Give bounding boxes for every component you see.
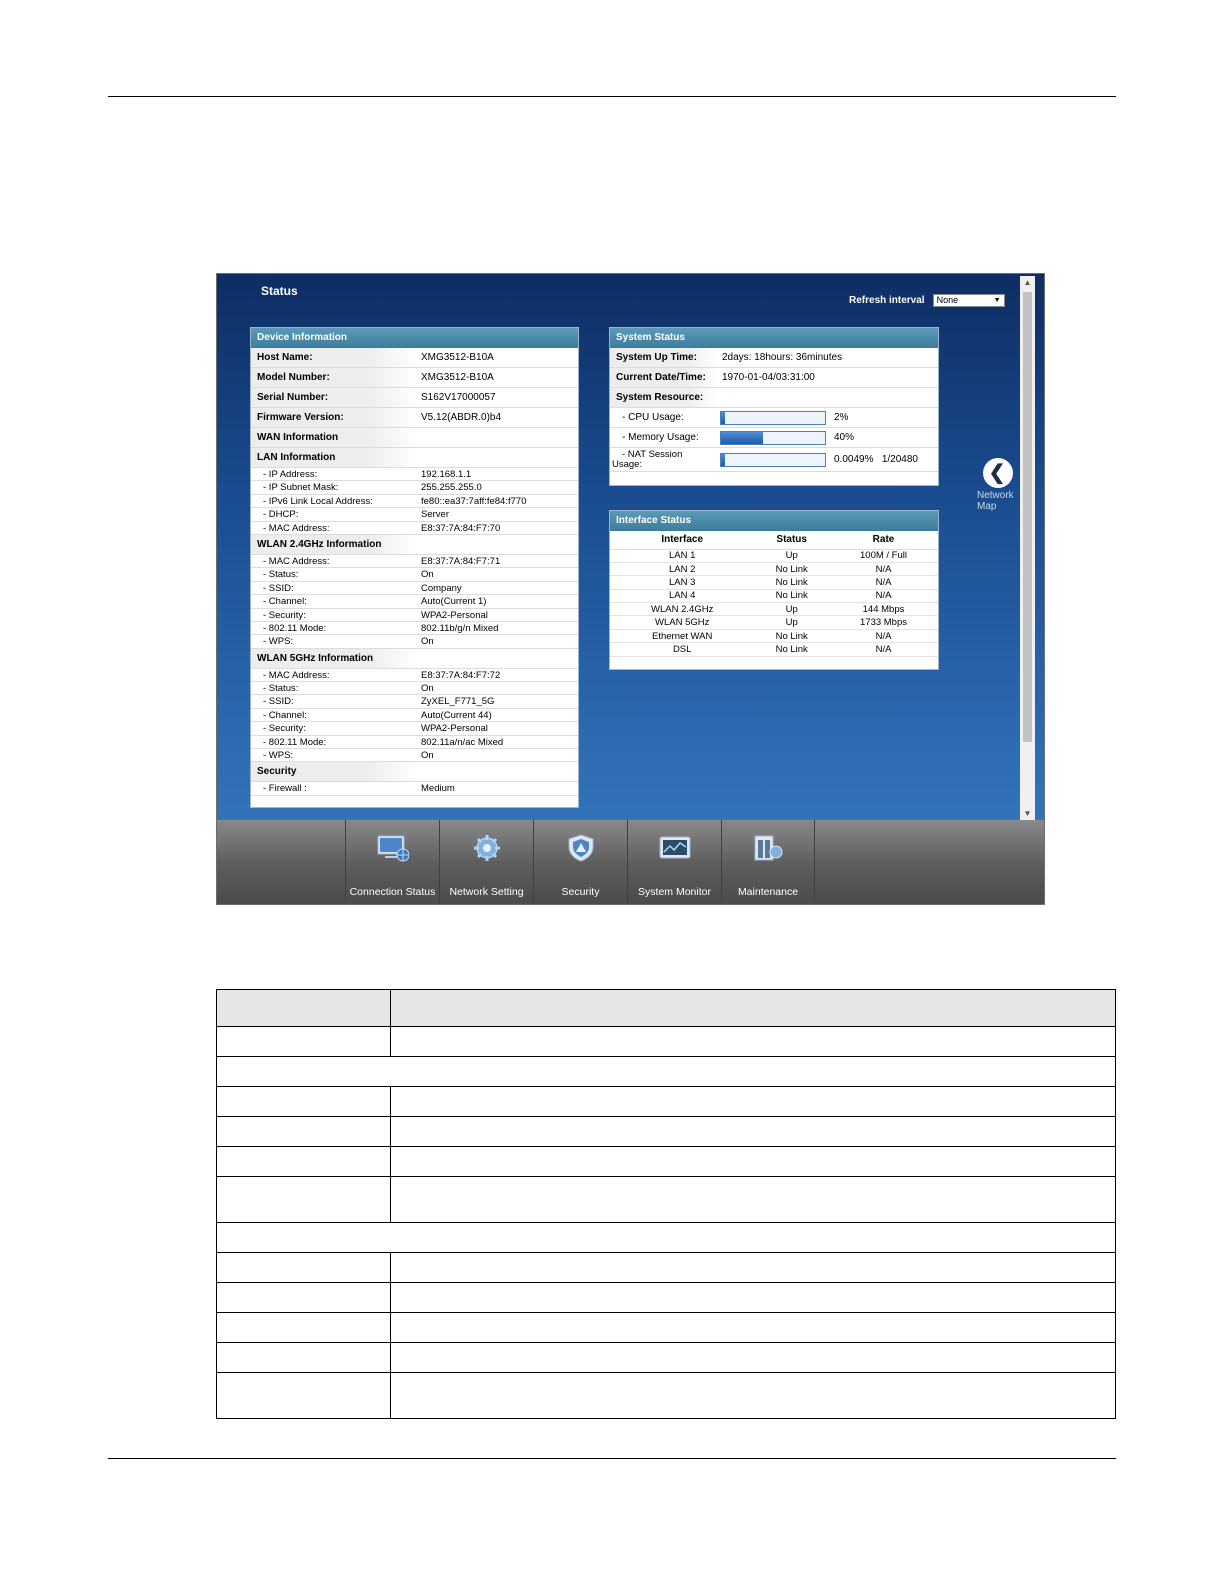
cpu-usage-label: - CPU Usage: — [622, 411, 684, 423]
interface-table — [610, 531, 938, 657]
table-row — [217, 1283, 1116, 1313]
info-label: - MAC Address: — [263, 555, 330, 567]
info-value: E8:37:7A:84:F7:71 — [421, 555, 501, 567]
uptime-value: 2days: 18hours: 36minutes — [722, 352, 843, 363]
interface-cell: DSL — [610, 643, 754, 656]
info-value: 802.11a/n/ac Mixed — [421, 736, 504, 748]
info-row — [251, 695, 578, 708]
info-label: - Channel: — [263, 709, 307, 721]
interface-cell: 1733 Mbps — [829, 616, 938, 629]
screenshot-frame — [216, 273, 1045, 905]
nav-label: Security — [561, 886, 600, 898]
info-value: On — [421, 750, 434, 762]
nav-maintenance[interactable] — [721, 820, 815, 905]
interface-cell: Up — [754, 549, 829, 562]
table-row — [217, 1117, 1116, 1147]
info-value: 192.168.1.1 — [421, 469, 472, 480]
info-label: - Firewall : — [263, 783, 307, 795]
info-row — [251, 555, 578, 568]
interface-cell: WLAN 2.4GHz — [610, 603, 754, 616]
table-header-row — [217, 990, 1116, 1027]
info-label: - SSID: — [263, 696, 294, 708]
tools-icon — [752, 834, 784, 862]
section-label: WAN Information — [251, 428, 417, 447]
interface-cell: Ethernet WAN — [610, 629, 754, 642]
refresh-interval-value: None — [936, 295, 959, 305]
interface-cell: N/A — [829, 576, 938, 589]
interface-status-panel — [609, 510, 939, 670]
interface-cell: WLAN 5GHz — [610, 616, 754, 629]
section-label: WLAN 2.4GHz Information — [251, 535, 417, 554]
interface-row — [610, 616, 938, 629]
interface-row — [610, 549, 938, 562]
info-row — [251, 582, 578, 595]
table-row — [217, 1313, 1116, 1343]
page-top-rule — [108, 96, 1116, 97]
table-row — [217, 1027, 1116, 1057]
interface-cell: No Link — [754, 629, 829, 642]
gear-icon — [471, 834, 503, 862]
info-row — [251, 749, 578, 762]
info-row — [251, 522, 578, 535]
nat-usage-fill — [721, 454, 725, 466]
interface-cell: LAN 2 — [610, 562, 754, 575]
info-label: - WPS: — [263, 750, 294, 762]
interface-cell: No Link — [754, 576, 829, 589]
table-section-row — [217, 1057, 1116, 1087]
info-label: Model Number: — [251, 368, 417, 387]
section-label: WLAN 5GHz Information — [251, 649, 417, 668]
interface-row — [610, 643, 938, 656]
info-row — [251, 736, 578, 749]
scrollbar-thumb[interactable] — [1023, 292, 1032, 742]
graph-monitor-icon — [659, 834, 691, 862]
interface-row — [610, 589, 938, 602]
device-information-panel — [250, 327, 579, 808]
memory-usage-row — [610, 428, 938, 448]
interface-cell: No Link — [754, 562, 829, 575]
info-row — [251, 481, 578, 494]
info-value: V5.12(ABDR.0)b4 — [421, 412, 502, 423]
section-row — [251, 762, 578, 782]
info-row — [251, 709, 578, 722]
info-row — [251, 635, 578, 648]
nav-label: Maintenance — [737, 886, 799, 898]
column-header: Status — [754, 531, 829, 549]
info-label: - SSID: — [263, 582, 294, 594]
refresh-interval-select[interactable] — [933, 294, 1005, 307]
info-value: Server — [421, 509, 449, 521]
interface-cell: LAN 3 — [610, 576, 754, 589]
info-value: XMG3512-B10A — [421, 372, 494, 383]
info-label: - Security: — [263, 609, 306, 621]
info-value: E8:37:7A:84:F7:72 — [421, 669, 501, 681]
section-label: Security — [251, 762, 417, 781]
interface-cell: 100M / Full — [829, 549, 938, 562]
monitor-globe-icon — [377, 834, 409, 862]
scroll-down-icon[interactable]: ▼ — [1023, 809, 1032, 818]
info-label: - Status: — [263, 683, 299, 695]
nat-usage-value: 0.0049% 1/20480 — [834, 454, 918, 465]
info-row — [251, 408, 578, 428]
section-label: LAN Information — [251, 448, 417, 467]
interface-cell: N/A — [829, 629, 938, 642]
info-row — [251, 722, 578, 735]
info-row — [251, 609, 578, 622]
refresh-interval-label: Refresh interval — [849, 295, 925, 306]
uptime-label: System Up Time: — [610, 348, 718, 367]
datetime-row — [610, 368, 938, 388]
info-value: On — [421, 683, 434, 695]
info-value: On — [421, 569, 434, 581]
cpu-usage-bar — [720, 411, 826, 425]
refresh-interval — [849, 294, 1005, 307]
interface-cell: Up — [754, 603, 829, 616]
chevron-left-icon: ❮ — [983, 458, 1013, 488]
info-row — [251, 782, 578, 795]
info-row — [251, 508, 578, 521]
section-row — [251, 448, 578, 468]
column-header: Interface — [610, 531, 754, 549]
memory-usage-bar — [720, 431, 826, 445]
info-row — [251, 348, 578, 368]
network-map-label-line: Map — [977, 501, 997, 512]
nat-usage-row — [610, 448, 938, 472]
section-row — [251, 535, 578, 555]
uptime-row — [610, 348, 938, 368]
shield-icon — [565, 834, 597, 862]
table-row — [217, 1147, 1116, 1177]
section-row — [251, 649, 578, 669]
interface-cell: No Link — [754, 643, 829, 656]
network-map-label-line: Network — [977, 490, 1014, 501]
info-label: Host Name: — [251, 348, 417, 367]
info-label: - Security: — [263, 723, 306, 735]
cpu-usage-row — [610, 408, 938, 428]
memory-usage-fill — [721, 432, 763, 444]
info-label: - DHCP: — [263, 509, 299, 521]
info-row — [251, 388, 578, 408]
info-value: ZyXEL_F771_5G — [421, 696, 495, 708]
table-section-row — [217, 1223, 1116, 1253]
table-header-cell — [391, 990, 1116, 1027]
nat-usage-bar — [720, 453, 826, 467]
info-value: Company — [421, 582, 462, 594]
info-value: Medium — [421, 783, 455, 795]
chevron-down-icon: ▼ — [993, 297, 1001, 304]
memory-usage-label: - Memory Usage: — [622, 431, 699, 443]
table-row — [217, 1373, 1116, 1419]
nat-usage-label-1: - NAT Session — [622, 448, 683, 460]
interface-cell: No Link — [754, 589, 829, 602]
interface-cell: LAN 1 — [610, 549, 754, 562]
datetime-value: 1970-01-04/03:31:00 — [722, 372, 815, 383]
page-title: Status — [261, 284, 298, 298]
interface-row — [610, 629, 938, 642]
nav-connection-status[interactable] — [345, 820, 439, 905]
network-map-button[interactable] — [973, 458, 1023, 512]
vertical-scrollbar[interactable] — [1020, 276, 1035, 820]
info-label: - IP Address: — [263, 469, 318, 480]
resource-label: System Resource: — [610, 388, 718, 407]
table-row — [217, 1087, 1116, 1117]
network-map-label — [973, 490, 1023, 512]
interface-row — [610, 576, 938, 589]
table-header-cell — [217, 990, 391, 1027]
info-value: Auto(Current 44) — [421, 709, 492, 721]
cpu-usage-fill — [721, 412, 725, 424]
info-label: - Channel: — [263, 596, 307, 608]
nav-label: Network Setting — [449, 886, 524, 898]
interface-row — [610, 603, 938, 616]
table-row — [217, 1177, 1116, 1223]
info-value: 802.11b/g/n Mixed — [421, 622, 499, 634]
interface-cell: Up — [754, 616, 829, 629]
info-value: On — [421, 636, 434, 648]
interface-cell: N/A — [829, 643, 938, 656]
section-row — [251, 428, 578, 448]
info-value: WPA2-Personal — [421, 723, 488, 735]
info-value: XMG3512-B10A — [421, 352, 494, 363]
datetime-label: Current Date/Time: — [610, 368, 718, 387]
info-label: - IP Subnet Mask: — [263, 482, 339, 494]
info-value: fe80::ea37:7aff:fe84:f770 — [421, 495, 527, 507]
interface-cell: 144 Mbps — [829, 603, 938, 616]
info-value: S162V17000057 — [421, 392, 496, 403]
info-label: - MAC Address: — [263, 522, 330, 534]
info-label: Serial Number: — [251, 388, 417, 407]
panel-title: System Status — [610, 328, 938, 348]
info-label: - MAC Address: — [263, 669, 330, 681]
column-header: Rate — [829, 531, 938, 549]
interface-row — [610, 562, 938, 575]
interface-cell: N/A — [829, 562, 938, 575]
info-label: - IPv6 Link Local Address: — [263, 495, 373, 507]
info-value: WPA2-Personal — [421, 609, 488, 621]
nat-usage-label-2: Usage: — [612, 458, 643, 470]
cpu-usage-value: 2% — [834, 412, 849, 423]
description-table — [216, 989, 1116, 1419]
panel-title: Interface Status — [610, 511, 938, 531]
info-value: 255.255.255.0 — [421, 482, 482, 494]
nav-label: System Monitor — [638, 886, 711, 898]
nav-network-setting[interactable] — [439, 820, 533, 905]
bottom-navigation — [217, 820, 1045, 905]
scroll-up-icon[interactable]: ▲ — [1023, 278, 1032, 287]
info-row — [251, 368, 578, 388]
nav-security[interactable] — [533, 820, 627, 905]
interface-table-header — [610, 531, 938, 549]
info-label: Firmware Version: — [251, 408, 417, 427]
info-row — [251, 568, 578, 581]
info-row — [251, 595, 578, 608]
interface-cell: N/A — [829, 589, 938, 602]
info-row — [251, 669, 578, 682]
info-label: - Status: — [263, 569, 299, 581]
info-label: - 802.11 Mode: — [263, 622, 327, 634]
panel-title: Device Information — [251, 328, 578, 348]
system-status-panel — [609, 327, 939, 486]
nav-system-monitor[interactable] — [627, 820, 721, 905]
info-label: - WPS: — [263, 636, 294, 648]
nat-usage-label — [610, 450, 720, 470]
info-row — [251, 495, 578, 508]
interface-cell: LAN 4 — [610, 589, 754, 602]
info-row — [251, 682, 578, 695]
info-value: Auto(Current 1) — [421, 596, 487, 608]
resource-row — [610, 388, 938, 408]
nav-label: Connection Status — [349, 886, 436, 898]
info-label: - 802.11 Mode: — [263, 736, 327, 748]
table-row — [217, 1343, 1116, 1373]
info-value: E8:37:7A:84:F7:70 — [421, 522, 501, 534]
memory-usage-value: 40% — [834, 432, 855, 443]
table-row — [217, 1253, 1116, 1283]
page-bottom-rule — [108, 1458, 1116, 1459]
info-row — [251, 622, 578, 635]
info-row — [251, 468, 578, 481]
